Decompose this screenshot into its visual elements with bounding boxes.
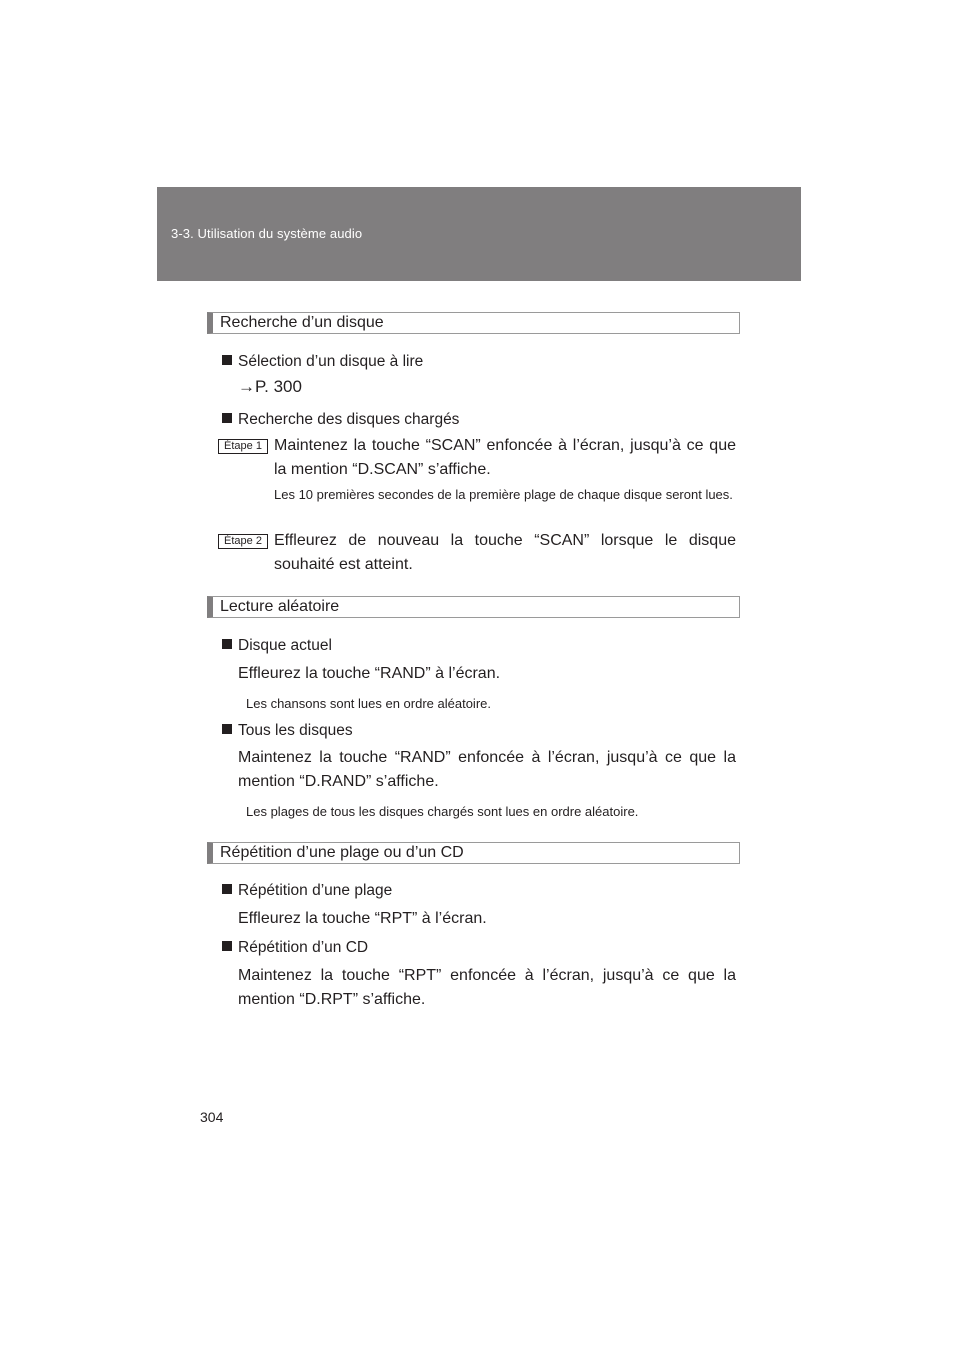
section-heading-search [207,312,740,334]
section-heading-repeat [207,842,740,864]
section-heading-random [207,596,740,618]
current-disc-note: Les chansons sont lues en ordre aléatoire. [246,696,491,711]
bullet-all-discs [222,722,353,740]
bullet-repeat-cd [222,939,368,957]
repeat-cd-text: Maintenez la touche “RPT” enfoncée à l’écran, jusqu’à ce que la mention “D.RPT” s’affiche. [238,967,736,1008]
section-title: Lecture aléatoire [220,598,340,615]
square-bullet-icon [222,941,232,951]
bullet-label: Disque actuel [238,637,332,654]
square-bullet-icon [222,884,232,894]
section-title: Recherche d’un disque [220,314,384,331]
all-discs-text: Maintenez la touche “RAND” enfoncée à l’écran, jusqu’à ce que la mention “D.RAND” s’affiche. [238,749,736,790]
bullet-current-disc [222,637,332,655]
bullet-label: Sélection d’un disque à lire [238,353,424,370]
square-bullet-icon [222,413,232,423]
page-number: 304 [200,1109,224,1125]
repeat-track-text: Effleurez la touche “RPT” à l’écran. [238,910,487,927]
step-1-note: Les 10 premières secondes de la première plage de chaque disque seront lues. [274,487,733,502]
all-discs-note: Les plages de tous les disques chargés sont lues en ordre aléatoire. [246,804,639,819]
chapter-title: 3-3. Utilisation du système audio [171,226,363,241]
bullet-label: Répétition d’un CD [238,939,369,956]
bullet-search-discs [222,411,459,429]
square-bullet-icon [222,639,232,649]
bullet-repeat-track [222,882,392,900]
section-title: Répétition d’une plage ou d’un CD [220,844,464,861]
step-2-text: Effleurez de nouveau la touche “SCAN” lorsque le disque souhaité est atteint. [274,532,736,573]
square-bullet-icon [222,724,232,734]
page-reference: →P. 300 [238,377,302,396]
step-1-text: Maintenez la touche “SCAN” enfoncée à l’écran, jusqu’à ce que la mention “D.SCAN” s’affiche. [274,437,736,478]
current-disc-text: Effleurez la touche “RAND” à l’écran. [238,665,501,682]
step-2-badge: Étape 2 [218,534,268,549]
bullet-label: Tous les disques [238,722,353,739]
square-bullet-icon [222,355,232,365]
header-band [157,187,801,281]
step-1-badge: Étape 1 [218,439,268,454]
bullet-select-disc [222,353,423,371]
bullet-label: Recherche des disques chargés [238,411,460,428]
bullet-label: Répétition d’une plage [238,882,393,899]
